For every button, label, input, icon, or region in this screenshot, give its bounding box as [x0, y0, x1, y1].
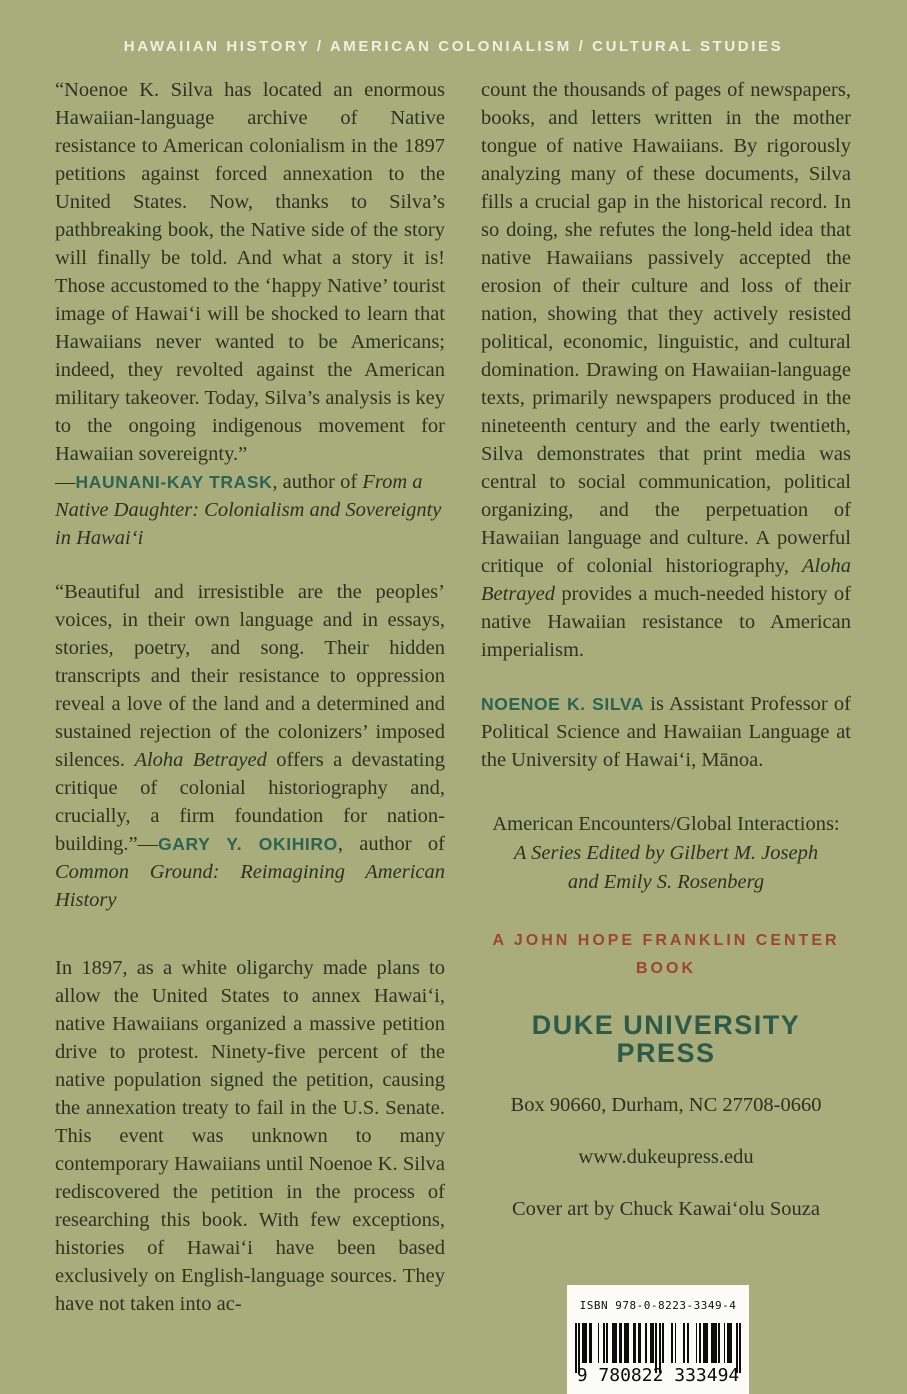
- text-segment: —: [55, 471, 76, 493]
- left-column: [55, 76, 445, 1394]
- text-segment: count the thousands of pages of newspapers, books, and letters written in the mother tongue of native Hawaiians. By rigorously analyzing many of these documents, Silva fills a crucial gap in the historical record. In so doing, she refutes the long-held idea that native Hawaiians passively accepted the erosion of their culture and loss of their nation, showing that they actively resisted political, economic, linguistic, and cultural domination. Drawing on Hawaiian-language texts, primarily newspapers produced in the nineteenth century and the early twentieth, Silva demonstrates that print media was central to social communication, political organizing, and the perpetuation of Hawaiian language and culture. A powerful critique of colonial historiography,: [481, 79, 851, 577]
- text-segment: is Assistant Professor of Political Science and Hawaiian Language at the University of Hawaiʻi, Mānoa.: [481, 693, 851, 771]
- text-segment: , author of: [272, 471, 363, 493]
- text-segment: Aloha Betrayed: [134, 749, 267, 771]
- blurb-okihiro: [55, 578, 445, 914]
- synopsis-part-1: [55, 954, 445, 1318]
- isbn-barcode: [567, 1285, 749, 1394]
- genre-banner: HAWAIIAN HISTORY / AMERICAN COLONIALISM / CULTURAL STUDIES: [123, 38, 784, 55]
- series-editors-line-2: and Emily S. Rosenberg: [567, 871, 765, 893]
- blurb-trask: [55, 76, 445, 468]
- publisher-name: DUKE UNIVERSITY PRESS: [531, 1010, 801, 1068]
- cover-art-credit: Cover art by Chuck Kawaiʻolu Souza: [512, 1198, 820, 1220]
- text-segment: GARY Y. OKIHIRO: [158, 834, 338, 854]
- synopsis-part-2: [481, 76, 851, 664]
- text-segment: NOENOE K. SILVA: [481, 694, 645, 714]
- publisher-website: www.dukeupress.edu: [578, 1146, 754, 1168]
- text-segment: “Beautiful and irresistible are the peoples’ voices, in their own language and in essays, stories, poetry, and song. Their hidden transcripts and their resistance to oppression reveal a love of the land and a determined and sustained rejection of the colonizers’ imposed silences.: [55, 581, 445, 771]
- text-segment: In 1897, as a white oligarchy made plans to allow the United States to annex Hawaiʻi, native Hawaiians organized a massive petition drive to protest. Ninety-five percent of the native population signed the petition, causing the annexation treaty to fail in the U.S. Senate. This event was unknown to many contemporary Hawaiians until Noenoe K. Silva rediscovered the petition in the process of researching this book. With few exceptions, histories of Hawaiʻi have been based exclusively on English-language sources. They have not taken into ac-: [55, 957, 445, 1315]
- text-segment: “Noenoe K. Silva has located an enormous Hawaiian-language archive of Native resistance to American colonialism in the 1897 petitions against forced annexation to the United States. Now, thanks to Silva’s pathbreaking book, the Native side of the story will finally be told. And what a story it is! Those accustomed to the ‘happy Native’ tourist image of Hawaiʻi will be shocked to learn that Hawaiians never wanted to be Americans; indeed, they revolted against the American military takeover. Today, Silva’s analysis is key to the ongoing indigenous movement for Hawaiian sovereignty.”: [55, 79, 445, 465]
- franklin-center-line: A JOHN HOPE FRANKLIN CENTER BOOK: [492, 932, 840, 977]
- text-segment: Common Ground: Reimagining American History: [55, 861, 445, 911]
- barcode-module: [739, 1323, 741, 1373]
- right-column: [481, 76, 851, 1394]
- series-note: [481, 810, 851, 897]
- series-title: American Encounters/Global Interactions:: [492, 813, 840, 835]
- text-columns: [55, 76, 851, 1394]
- isbn-number: 9 780822 333494: [576, 1365, 740, 1386]
- isbn-label: ISBN 978-0-8223-3349-4: [579, 1299, 737, 1312]
- text-segment: provides a much-needed history of native Hawaiian resistance to American imperialism.: [481, 583, 851, 661]
- text-segment: From a Native Daughter: Colonialism and Sovereignty in Hawaiʻi: [55, 471, 442, 549]
- series-editors-line-1: A Series Edited by Gilbert M. Joseph: [513, 842, 819, 864]
- publisher-address: Box 90660, Durham, NC 27708-0660: [510, 1094, 822, 1116]
- author-bio: [481, 690, 851, 774]
- blurb-trask-attribution: [55, 468, 445, 552]
- text-segment: offers a devastating critique of colonial historiography and, crucially, a firm foundation for nation-building.”—: [55, 749, 445, 855]
- text-segment: Aloha Betrayed: [481, 555, 851, 605]
- text-segment: HAUNANI-KAY TRASK: [75, 472, 273, 492]
- text-segment: , author of: [337, 833, 445, 855]
